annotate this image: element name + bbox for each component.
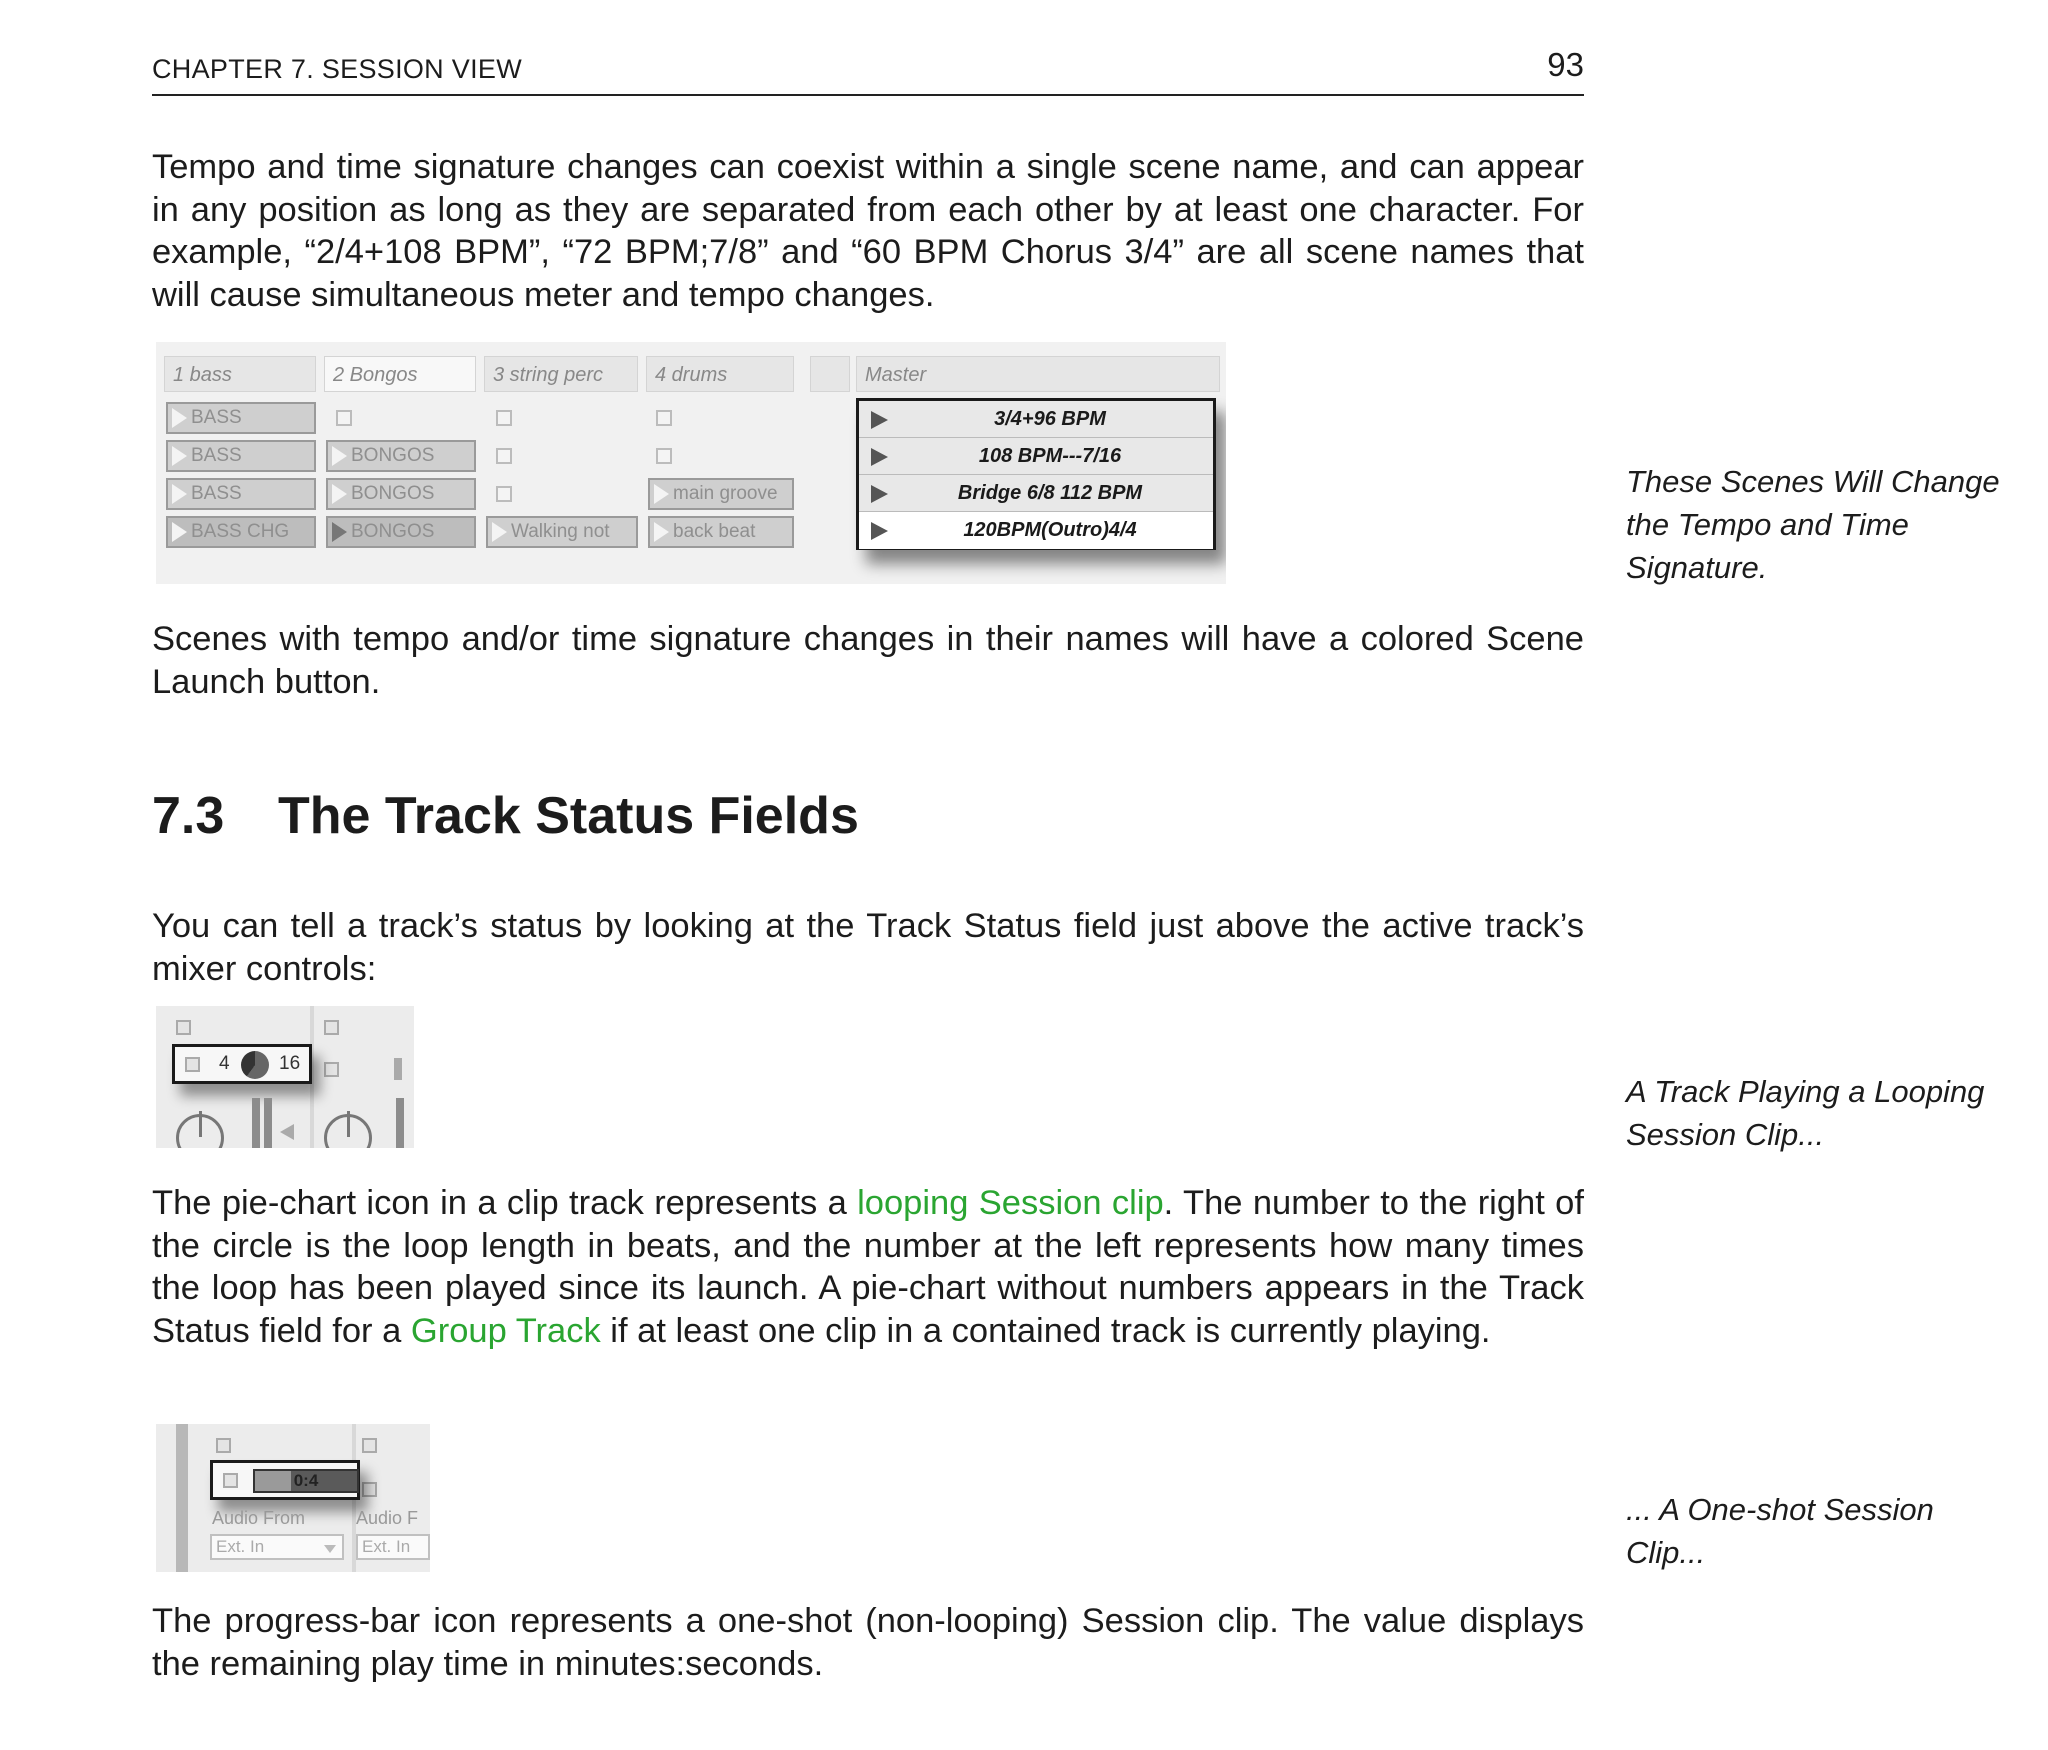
figure-oneshot-status	[156, 1424, 430, 1572]
clip-bass-1[interactable]: BASS	[166, 402, 316, 434]
paragraph-colored-launch: Scenes with tempo and/or time signature changes in their names will have a colored Scene Launch button.	[152, 620, 1584, 701]
paragraph-progress-bar: The progress-bar icon represents a one-shot (non-looping) Session clip. The value displays the remaining play time in minutes:seconds.	[152, 1602, 1584, 1683]
track-status-field	[210, 1460, 360, 1500]
clip-bass-4[interactable]: BASS CHG	[166, 516, 316, 548]
caption-oneshot: ... A One-shot Session Clip...	[1626, 1492, 1934, 1570]
clip-bass-2[interactable]: BASS	[166, 440, 316, 472]
group-track-link[interactable]: Group Track	[410, 1311, 601, 1350]
stop-button-icon[interactable]	[362, 1438, 377, 1453]
figure-looping-status	[156, 1006, 414, 1148]
empty-slot-stop-button[interactable]	[496, 486, 512, 502]
track-header-3: 3 string perc	[484, 356, 638, 392]
loop-length: 16	[279, 1053, 301, 1074]
caption-looping: A Track Playing a Looping Session Clip...	[1626, 1074, 1985, 1152]
scene-row-3[interactable]	[859, 475, 1213, 512]
input-type-dropdown[interactable]: Ext. In	[356, 1534, 430, 1560]
scene-name: 3/4+96 BPM	[994, 408, 1106, 430]
stop-button-icon[interactable]	[216, 1438, 231, 1453]
status-square-icon	[185, 1057, 200, 1072]
track-header-1: 1 bass	[164, 356, 316, 392]
section-number: 7.3	[152, 787, 225, 845]
scene-name: Bridge 6/8 112 BPM	[957, 482, 1143, 504]
play-triangle-icon	[172, 484, 187, 504]
pie-chart-icon	[241, 1051, 269, 1079]
scene-row-4[interactable]	[859, 512, 1213, 549]
track-header-2: 2 Bongos	[324, 356, 476, 392]
play-triangle-icon	[492, 522, 507, 542]
clip-bongos-3[interactable]: BONGOS	[326, 516, 476, 548]
empty-slot-stop-button[interactable]	[496, 410, 512, 426]
empty-slot-stop-button[interactable]	[656, 410, 672, 426]
scene-launch-icon[interactable]	[871, 485, 888, 503]
audio-from-label: Audio F	[356, 1508, 419, 1528]
clip-bass-3[interactable]: BASS	[166, 478, 316, 510]
paragraph-pie-chart: The pie-chart icon in a clip track represents a looping Session clip. The number to the right of the circle is the loop length in beats, and the number at the left represents how many times the loop has been played since its launch. A pie-chart without numbers appears in the Track Status field for a Group Track if at least one clip in a contained track is currently playing.	[152, 1184, 1584, 1350]
empty-slot-stop-button[interactable]	[496, 448, 512, 464]
meter-bar-icon	[264, 1098, 272, 1148]
meter-bar-icon	[396, 1098, 404, 1148]
loop-count: 4	[219, 1053, 230, 1074]
paragraph-track-status: You can tell a track’s status by looking at the Track Status field just above the active track’s mixer controls:	[152, 907, 1584, 988]
clip-string-perc-1[interactable]: Walking not	[486, 516, 638, 548]
figure-scene-tempo	[156, 342, 1226, 584]
track-status-field	[172, 1044, 312, 1084]
scene-list-highlight	[856, 398, 1216, 550]
pan-knob-icon[interactable]	[176, 1114, 224, 1148]
slider-arrow-icon[interactable]	[280, 1124, 294, 1140]
caption-scenes: These Scenes Will Change the Tempo and Time Signature.	[1626, 464, 2000, 585]
chapter-title: CHAPTER 7. SESSION VIEW	[152, 54, 522, 84]
paragraph-tempo-signature: Tempo and time signature changes can coexist within a single scene name, and can appear in any position as long as they are separated from each other by at least one character. For example, “2/4+108 BPM”, “72 BPM;7/8” and “60 BPM Chorus 3/4” are all scene names that will cause simultaneous meter and tempo changes.	[152, 148, 1584, 314]
meter-bar-icon	[394, 1058, 402, 1080]
remaining-time: 0:4	[293, 1471, 319, 1490]
clip-drums-2[interactable]: back beat	[648, 516, 794, 548]
stop-button-icon[interactable]	[324, 1062, 339, 1077]
stop-button-icon[interactable]	[324, 1020, 339, 1035]
pan-knob-icon[interactable]	[324, 1114, 372, 1148]
status-square-icon	[223, 1473, 238, 1488]
stop-button-icon[interactable]	[176, 1020, 191, 1035]
track-header-4: 4 drums	[646, 356, 794, 392]
scene-launch-icon[interactable]	[871, 448, 888, 466]
stop-button-icon[interactable]	[362, 1482, 377, 1497]
play-triangle-icon	[172, 408, 187, 428]
progress-bar	[253, 1469, 359, 1493]
chevron-down-icon	[324, 1545, 336, 1553]
scene-launch-icon[interactable]	[871, 411, 888, 429]
play-triangle-icon	[654, 484, 669, 504]
scene-row-2[interactable]	[859, 438, 1213, 475]
play-triangle-icon	[172, 522, 187, 542]
page-header	[152, 46, 1584, 96]
section-heading	[152, 786, 859, 846]
scene-name: 120BPM(Outro)4/4	[963, 519, 1137, 541]
empty-slot-stop-button[interactable]	[656, 448, 672, 464]
audio-from-label: Audio From	[212, 1508, 306, 1528]
play-triangle-icon	[332, 484, 347, 504]
play-triangle-icon	[654, 522, 669, 542]
scene-launch-icon[interactable]	[871, 522, 888, 540]
play-triangle-icon	[332, 522, 347, 542]
scene-name: 108 BPM---7/16	[978, 445, 1122, 467]
master-header: Master	[856, 356, 1220, 392]
scene-row-1[interactable]	[859, 401, 1213, 438]
input-type-dropdown[interactable]: Ext. In	[210, 1534, 344, 1560]
empty-slot-stop-button[interactable]	[336, 410, 352, 426]
clip-bongos-2[interactable]: BONGOS	[326, 478, 476, 510]
clip-bongos-1[interactable]: BONGOS	[326, 440, 476, 472]
meter-bar-icon	[252, 1098, 260, 1148]
clip-drums-1[interactable]: main groove	[648, 478, 794, 510]
track-header-blank	[810, 356, 850, 392]
section-title-text: The Track Status Fields	[278, 787, 859, 845]
play-triangle-icon	[332, 446, 347, 466]
track-edge-bar	[176, 1424, 188, 1572]
page-number: 93	[1547, 46, 1584, 83]
looping-session-clip-link[interactable]: looping Session clip	[857, 1184, 1164, 1222]
play-triangle-icon	[172, 446, 187, 466]
